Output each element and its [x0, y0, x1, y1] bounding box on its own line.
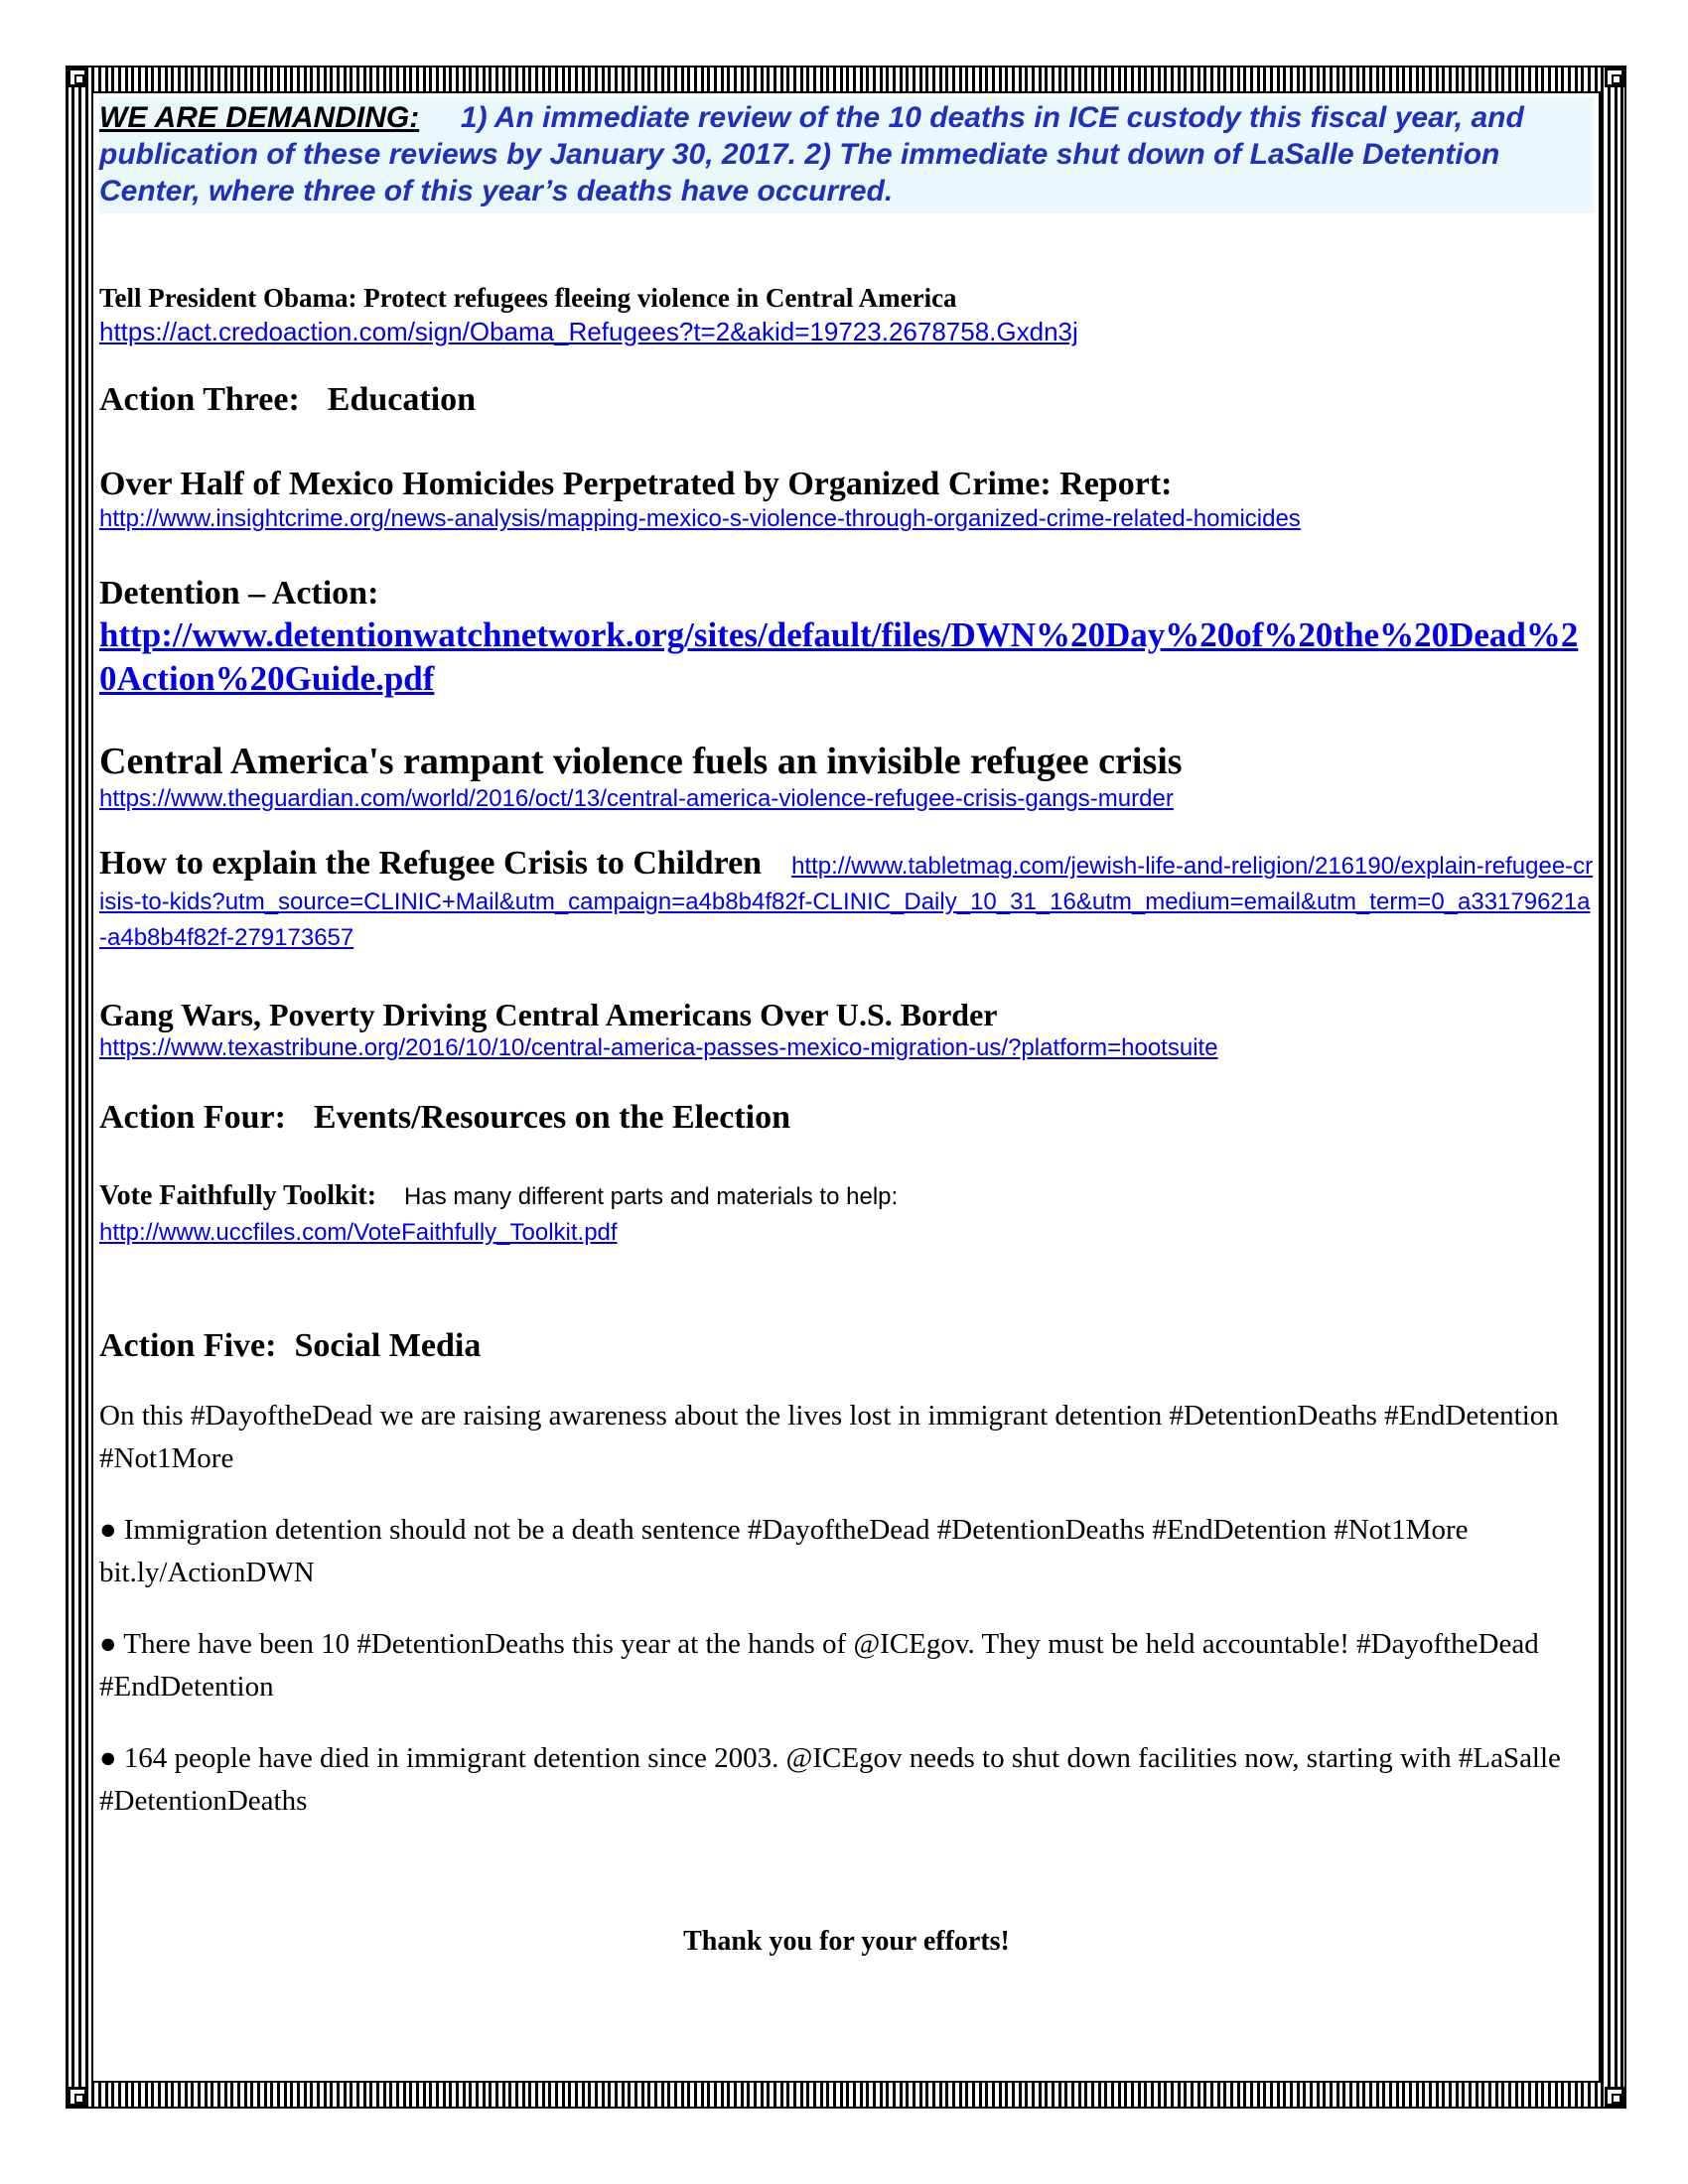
action-four-topic: Events/Resources on the Election [313, 1099, 790, 1136]
social-post: ● 164 people have died in immigrant detention since 2003. @ICEgov needs to shut down facilities now, starting with #LaSalle #DetentionDeaths [99, 1742, 1561, 1817]
closing-thanks: Thank you for your efforts! [683, 1926, 1010, 1957]
article-title-tablet: How to explain the Refugee Crisis to Children [99, 845, 763, 882]
article-link-detention-action[interactable]: http://www.detentionwatchnetwork.org/sites/default/files/DWN%20Day%20of%20the%20Dead%20Action%20Guide.pdf [99, 615, 1579, 698]
petition-link[interactable]: https://act.credoaction.com/sign/Obama_Refugees?t=2&akid=19723.2678758.Gxdn3j [99, 317, 1078, 346]
article-link-mexico-homicides[interactable]: http://www.insightcrime.org/news-analysis/mapping-mexico-s-violence-through-organized-crime-related-homicides [99, 505, 1301, 532]
petition-title: Tell President Obama: Protect refugees fleeing violence in Central America [99, 283, 957, 313]
action-five-label: Action Five: [99, 1327, 277, 1364]
toolkit-title: Vote Faithfully Toolkit: [99, 1180, 377, 1211]
document-body [99, 97, 1594, 1958]
demands-callout [99, 97, 1594, 213]
action-three-topic: Education [327, 381, 477, 418]
article-link-tablet[interactable]: http://www.tabletmag.com/jewish-life-and-religion/216190/explain-refugee-crisis-to-kids?utm_source=CLINIC+Mail&utm_campaign=a4b8b4f82f-CLINIC_Daily_10_31_16&utm_medium=email&utm_term=0_a33179621a-a4b8b4f82f-279173657 [99, 853, 1594, 951]
action-five-heading [99, 1325, 1594, 1367]
article-link-gang-wars[interactable]: https://www.texastribune.org/2016/10/10/central-america-passes-mexico-migration-us/?platform=hootsuite [99, 1034, 1218, 1061]
action-five-topic: Social Media [294, 1327, 482, 1364]
article-link-guardian[interactable]: https://www.theguardian.com/world/2016/oct/13/central-america-violence-refugee-crisis-gangs-murder [99, 785, 1174, 812]
border-corner-ornament [1605, 2087, 1624, 2107]
article-title-gang-wars: Gang Wars, Poverty Driving Central Americans Over U.S. Border [99, 997, 998, 1032]
action-four-heading [99, 1097, 1594, 1139]
social-post: On this #DayoftheDead we are raising awareness about the lives lost in immigrant detention #DetentionDeaths #EndDetention #Not1More [99, 1400, 1559, 1474]
article-title-guardian: Central America's rampant violence fuels an invisible refugee crisis [99, 741, 1183, 782]
article-title-detention-action: Detention – Action: [99, 575, 379, 612]
social-post: ● Immigration detention should not be a death sentence #DayoftheDead #DetentionDeaths #EndDetention #Not1More bit.ly/ActionDWN [99, 1514, 1469, 1588]
action-three-heading [99, 379, 1594, 421]
social-post: ● There have been 10 #DetentionDeaths this year at the hands of @ICEgov. They must be held accountable! #DayoftheDead #EndDetention [99, 1628, 1539, 1703]
demands-lead: WE ARE DEMANDING: [99, 101, 420, 134]
border-corner-ornament [68, 2087, 87, 2107]
border-corner-ornament [1605, 68, 1624, 87]
demands-text: 1) An immediate review of the 10 deaths in ICE custody this fiscal year, and publication of these reviews by January 30, 2017. 2) The immediate shut down of LaSalle Detention Center, where three of this year’s deaths have occurred. [99, 101, 1524, 207]
article-title-mexico-homicides: Over Half of Mexico Homicides Perpetrated by Organized Crime: Report: [99, 466, 1173, 502]
toolkit-line [99, 1178, 1594, 1218]
article-tablet [99, 846, 1594, 956]
toolkit-link[interactable]: http://www.uccfiles.com/VoteFaithfully_Toolkit.pdf [99, 1219, 618, 1246]
toolkit-description: Has many different parts and materials to help: [404, 1183, 899, 1210]
border-corner-ornament [68, 68, 87, 87]
action-four-label: Action Four: [99, 1099, 286, 1136]
action-three-label: Action Three: [99, 381, 300, 418]
